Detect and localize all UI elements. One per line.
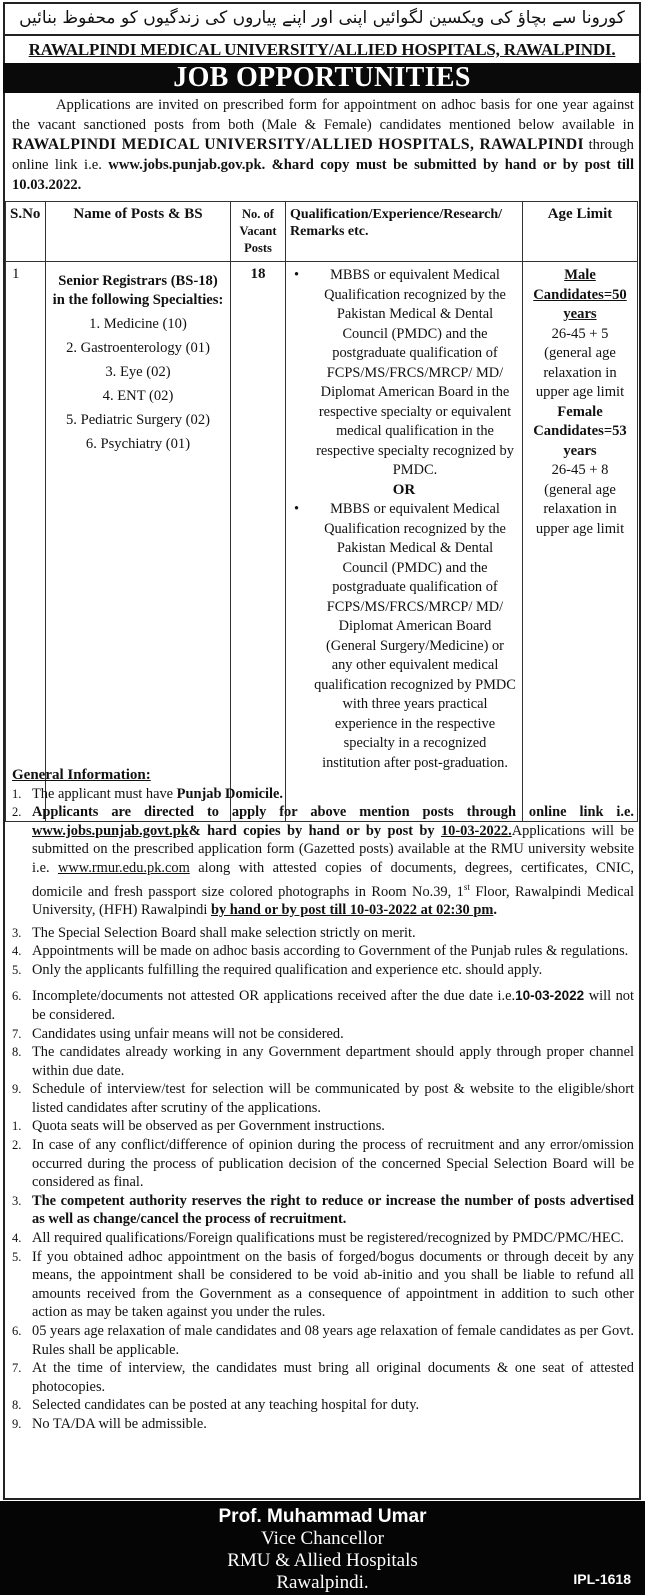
item-text: Applications will be submitted on the prescribed application form (Gazetted posts) available at the RMU university website i.e. bbox=[32, 822, 634, 876]
item-text: Incomplete/documents not attested OR applications received after the due date i.e. bbox=[32, 988, 516, 1005]
urdu-vaccination-slogan: کورونا سے بچاؤ کی ویکسین لگوائیں اپنی اور اپنے پیاروں کی زندگیوں کو محفوظ بنائیں bbox=[3, 2, 641, 36]
info-item bbox=[12, 1396, 634, 1415]
item-text: Floor, Rawalpindi Medical University, (HFH) Rawalpindi bbox=[32, 883, 634, 918]
item-bold-text: 10-03-2022 bbox=[515, 988, 585, 1004]
signature-footer bbox=[0, 1501, 645, 1595]
general-information bbox=[12, 766, 634, 1434]
item-number: 2. bbox=[12, 1138, 22, 1153]
signatory-city: Rawalpindi. bbox=[276, 1572, 369, 1593]
item-bold-text: Applicants are directed to apply for above mention posts through online link i.e. bbox=[32, 804, 634, 821]
signatory-name: Prof. Muhammad Umar bbox=[218, 1506, 427, 1527]
item-text: If you obtained adhoc appointment on the basis of forged/bogus documents or through deceit by any means, the appointment shall be considered to be void ab-initio and you shall be liable to refund all amounts received from the Government as a consequence of appointment in addition to such other action as may be taken against you under the rules. bbox=[32, 1248, 634, 1321]
intro-organization: RAWALPINDI MEDICAL UNIVERSITY/ALLIED HOSPITALS, RAWALPINDI bbox=[12, 136, 585, 153]
general-info-list bbox=[12, 785, 634, 1434]
general-info-title: General Information: bbox=[12, 767, 151, 783]
info-item bbox=[12, 1322, 634, 1359]
female-age-label: Female Candidates=53 years bbox=[533, 403, 627, 459]
info-item bbox=[12, 1359, 634, 1396]
job-opportunities-banner: JOB OPPORTUNITIES bbox=[3, 63, 641, 93]
specialty-item: 1. Medicine (10) bbox=[89, 316, 187, 332]
signatory-designation: Vice Chancellor bbox=[261, 1528, 384, 1549]
item-text: will not be considered. bbox=[32, 988, 634, 1023]
qualification-text: MBBS or equivalent Medical Qualification recognized by the Pakistan Medical & Dental Council (PMDC) and the postgraduate qualification of FCPS/MS/FRCS/MRCP/ MD/ Diplomat American Board (General Surgery/Medicine) or any other equivalent medical qualification recognized by PMDC with three years practical experience in the respective specialty in a recognized institution after post-graduation. bbox=[314, 501, 516, 771]
item-bold-text: Punjab Domicile. bbox=[176, 785, 283, 802]
female-age-note: (general age relaxation in upper age limit bbox=[535, 481, 625, 537]
qualification-option-2 bbox=[292, 500, 516, 773]
info-item bbox=[12, 785, 634, 804]
item-number: 6. bbox=[12, 1324, 22, 1339]
bullet-icon: • bbox=[294, 267, 300, 283]
header-sno: S.No bbox=[6, 202, 46, 262]
info-item bbox=[12, 1229, 634, 1248]
item-number: 4. bbox=[12, 1231, 22, 1246]
specialty-item: 4. ENT (02) bbox=[102, 388, 174, 404]
item-text: The Special Selection Board shall make selection strictly on merit. bbox=[32, 924, 416, 941]
table-row bbox=[6, 262, 638, 822]
item-text: . bbox=[493, 901, 497, 918]
info-item bbox=[12, 1117, 634, 1136]
rmu-website-link[interactable]: www.rmur.edu.pk.com bbox=[58, 859, 190, 876]
item-text: The applicant must have bbox=[32, 785, 177, 802]
header-qualification: Qualification/Experience/Research/ Remarks etc. bbox=[286, 202, 523, 262]
item-text: Quota seats will be observed as per Government instructions. bbox=[32, 1118, 385, 1135]
row-post-name bbox=[46, 262, 231, 822]
item-text: No TA/DA will be admissible. bbox=[32, 1415, 207, 1432]
item-text: At the time of interview, the candidates must bring all original documents & one seat of attested photocopies. bbox=[32, 1360, 634, 1395]
header-post-name: Name of Posts & BS bbox=[46, 202, 231, 262]
item-text: Appointments will be made on adhoc basis according to Government of the Punjab rules & regulations. bbox=[32, 943, 629, 960]
specialty-item: 3. Eye (02) bbox=[105, 364, 171, 380]
info-item bbox=[12, 942, 634, 961]
info-item bbox=[12, 924, 634, 943]
item-number: 7. bbox=[12, 1361, 22, 1376]
advert-reference-code: IPL-1618 bbox=[573, 1571, 631, 1587]
item-text: Only the applicants fulfilling the required qualification and experience etc. should apply. bbox=[32, 961, 543, 978]
item-number: 4. bbox=[12, 944, 22, 959]
or-separator: OR bbox=[392, 481, 416, 498]
info-item bbox=[12, 1136, 634, 1192]
item-text: In case of any conflict/difference of opinion during the process of recruitment and any error/omission occurred during the process of publication decision of the concerned Special Selection Board will be considered as final. bbox=[32, 1137, 634, 1191]
item-number: 5. bbox=[12, 1249, 22, 1264]
header-age-limit: Age Limit bbox=[523, 202, 638, 262]
organization-heading: RAWALPINDI MEDICAL UNIVERSITY/ALLIED HOSPITALS, RAWALPINDI. bbox=[28, 40, 616, 59]
intro-text: Applications are invited on prescribed form for appointment on adhoc basis for one year against the vacant sanctioned posts from both (Male & Female) candidates mentioned below available in bbox=[12, 97, 634, 133]
male-age-note: (general age relaxation in upper age limit bbox=[535, 345, 625, 400]
bullet-icon: • bbox=[294, 501, 300, 517]
specialty-item: 6. Psychiatry (01) bbox=[85, 436, 191, 452]
item-text: Schedule of interview/test for selection will be communicated by post & website to the eligible/short listed candidates after scrutiny of the applications. bbox=[32, 1081, 634, 1116]
posts-table bbox=[5, 201, 638, 822]
intro-text-2: through online link i.e. bbox=[12, 137, 634, 173]
item-number: 9. bbox=[12, 1416, 22, 1431]
male-age-range: 26-45 + 5 bbox=[551, 325, 609, 342]
table-header-row bbox=[6, 202, 638, 262]
info-item bbox=[12, 1415, 634, 1434]
row-qualification bbox=[286, 262, 523, 822]
row-age-limit bbox=[523, 262, 638, 822]
superscript: st bbox=[463, 881, 470, 892]
item-number: 3. bbox=[12, 1193, 22, 1208]
item-number: 8. bbox=[12, 1398, 22, 1413]
post-title: Senior Registrars (BS-18) in the following Specialties: bbox=[52, 273, 224, 308]
header-vacant-posts: No. of Vacant Posts bbox=[231, 202, 286, 262]
info-item bbox=[12, 1248, 634, 1322]
item-number: 5. bbox=[12, 962, 22, 977]
specialty-item: 2. Gastroenterology (01) bbox=[66, 340, 210, 356]
signatory-institution: RMU & Allied Hospitals bbox=[227, 1550, 418, 1571]
item-number: 1. bbox=[12, 1119, 22, 1134]
item-text: Candidates using unfair means will not be considered. bbox=[32, 1025, 344, 1042]
intro-paragraph bbox=[12, 95, 634, 195]
female-age-range: 26-45 + 8 bbox=[551, 462, 609, 478]
row-sno: 1 bbox=[6, 262, 46, 822]
info-item bbox=[12, 803, 634, 919]
item-text: The candidates already working in any Government department should apply through proper channel within due date. bbox=[32, 1044, 634, 1079]
intro-deadline: www.jobs.punjab.gov.pk. &hard copy must be submitted by hand or by post till 10.03.2022. bbox=[12, 157, 634, 193]
info-item bbox=[12, 1043, 634, 1080]
info-item bbox=[12, 1025, 634, 1044]
qualification-option-1 bbox=[292, 266, 516, 481]
item-number: 3. bbox=[12, 925, 22, 940]
qualification-text: MBBS or equivalent Medical Qualification recognized by the Pakistan Medical & Dental Council (PMDC) and the postgraduate qualification of FCPS/MS/FRCS/MRCP/ MD/ Diplomat American Board in the respective specialty or equivalent medical qualification in the respective specialty recognized by PMDC. bbox=[316, 267, 514, 478]
item-bold-text: & hard copies by hand or by post by bbox=[188, 822, 441, 839]
item-text: along with attested copies of documents, degrees, certificates, CNIC, domicile and fresh passport size colored photographs in Room No.39, 1 bbox=[32, 859, 634, 900]
item-number: 1. bbox=[12, 786, 22, 801]
item-number: 9. bbox=[12, 1082, 22, 1097]
item-text: Selected candidates can be posted at any teaching hospital for duty. bbox=[32, 1397, 420, 1414]
row-vacant-count: 18 bbox=[231, 262, 286, 822]
submission-deadline: by hand or by post till 10-03-2022 at 02:30 pm bbox=[210, 901, 494, 918]
deadline-date: 10-03-2022. bbox=[440, 822, 512, 839]
item-number: 7. bbox=[12, 1026, 22, 1041]
info-item bbox=[12, 987, 634, 1024]
item-number: 2. bbox=[12, 805, 22, 820]
info-item bbox=[12, 1080, 634, 1117]
info-item bbox=[12, 1192, 634, 1229]
jobs-portal-link[interactable]: www.jobs.punjab.govt.pk bbox=[32, 822, 189, 839]
male-age-label: Male Candidates=50 years bbox=[533, 267, 627, 322]
item-number: 8. bbox=[12, 1045, 22, 1060]
item-text: All required qualifications/Foreign qualifications must be registered/recognized by PMDC/PMC/HEC. bbox=[32, 1230, 624, 1247]
item-bold-text: The competent authority reserves the right to reduce or increase the number of posts advertised as well as change/cancel the process of recruitment. bbox=[32, 1192, 634, 1228]
item-number: 6. bbox=[12, 989, 22, 1004]
specialty-item: 5. Pediatric Surgery (02) bbox=[65, 412, 210, 428]
info-item bbox=[12, 961, 634, 980]
item-text: 05 years age relaxation of male candidates and 08 years age relaxation of female candidates as per Govt. Rules shall be applicable. bbox=[32, 1323, 634, 1358]
